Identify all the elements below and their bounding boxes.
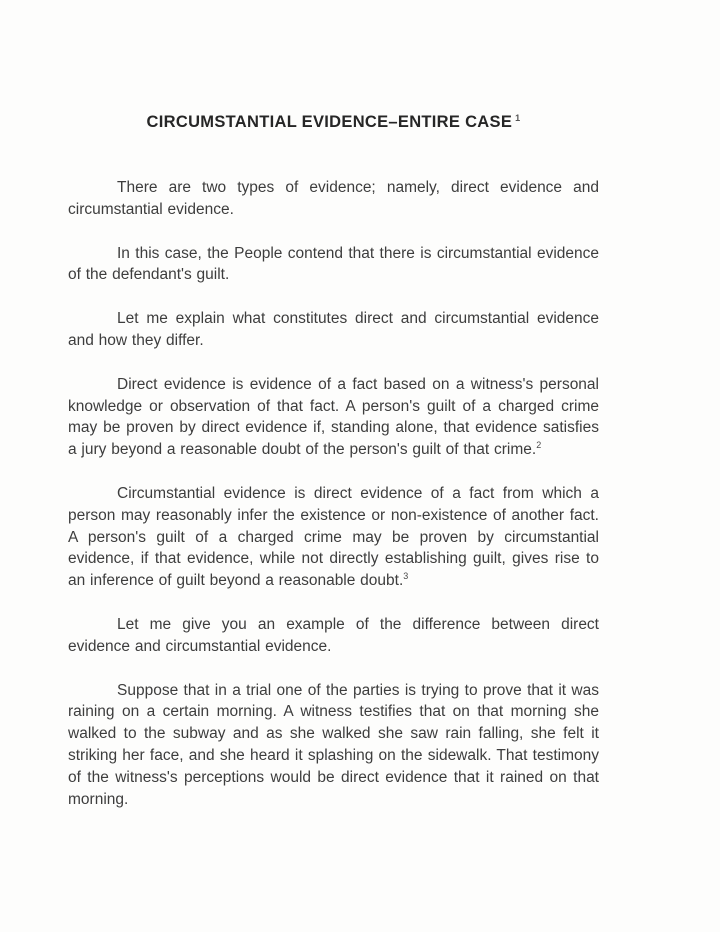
paragraph-text: Circumstantial evidence is direct evidence of a fact from which a person may reasonably infer the existence or non-existence of another fact. A person's guilt of a charged crime may be proven by circumstantial evidence, if that evidence, while not directly establishing guilt, gives rise to an inference of guilt beyond a reasonable doubt. (68, 484, 599, 590)
paragraph-text: Let me explain what constitutes direct and circumstantial evidence and how they differ. (68, 310, 599, 349)
document-title (68, 112, 599, 132)
footnote-marker-1: 1 (515, 112, 521, 123)
paragraph (68, 483, 599, 592)
paragraph (68, 614, 599, 658)
document-title-text: CIRCUMSTANTIAL EVIDENCE–ENTIRE CASE (146, 113, 513, 131)
paragraph-text: In this case, the People contend that there is circumstantial evidence of the defendant's guilt. (68, 244, 599, 284)
paragraph (68, 243, 599, 287)
paragraph (68, 308, 599, 352)
paragraph-text: Suppose that in a trial one of the parties is trying to prove that it was raining on a certain morning. A witness testifies that on that morning she walked to the subway and as she walked she saw rain falling, she felt it striking her face, and she heard it splashing on the sidewalk. That testimony of the witness's perceptions would be direct evidence that it rained on that morning. (68, 681, 599, 808)
paragraph (68, 374, 599, 461)
document-content (68, 112, 599, 810)
footnote-marker-3: 3 (403, 571, 409, 581)
paragraph (68, 680, 599, 811)
footnote-marker-2: 2 (536, 440, 542, 451)
paragraph-text: Let me give you an example of the difference between direct evidence and circumstantial evidence. (68, 615, 599, 655)
paragraph (68, 177, 599, 221)
paragraph-text: Direct evidence is evidence of a fact based on a witness's personal knowledge or observation of that fact. A person's guilt of a charged crime may be proven by direct evidence if, standing alone, that evidence satisfies a jury beyond a reasonable doubt of the person's guilt of that crime. (68, 375, 599, 459)
paragraph-text: There are two types of evidence; namely, direct evidence and circumstantial evidence. (68, 179, 599, 218)
